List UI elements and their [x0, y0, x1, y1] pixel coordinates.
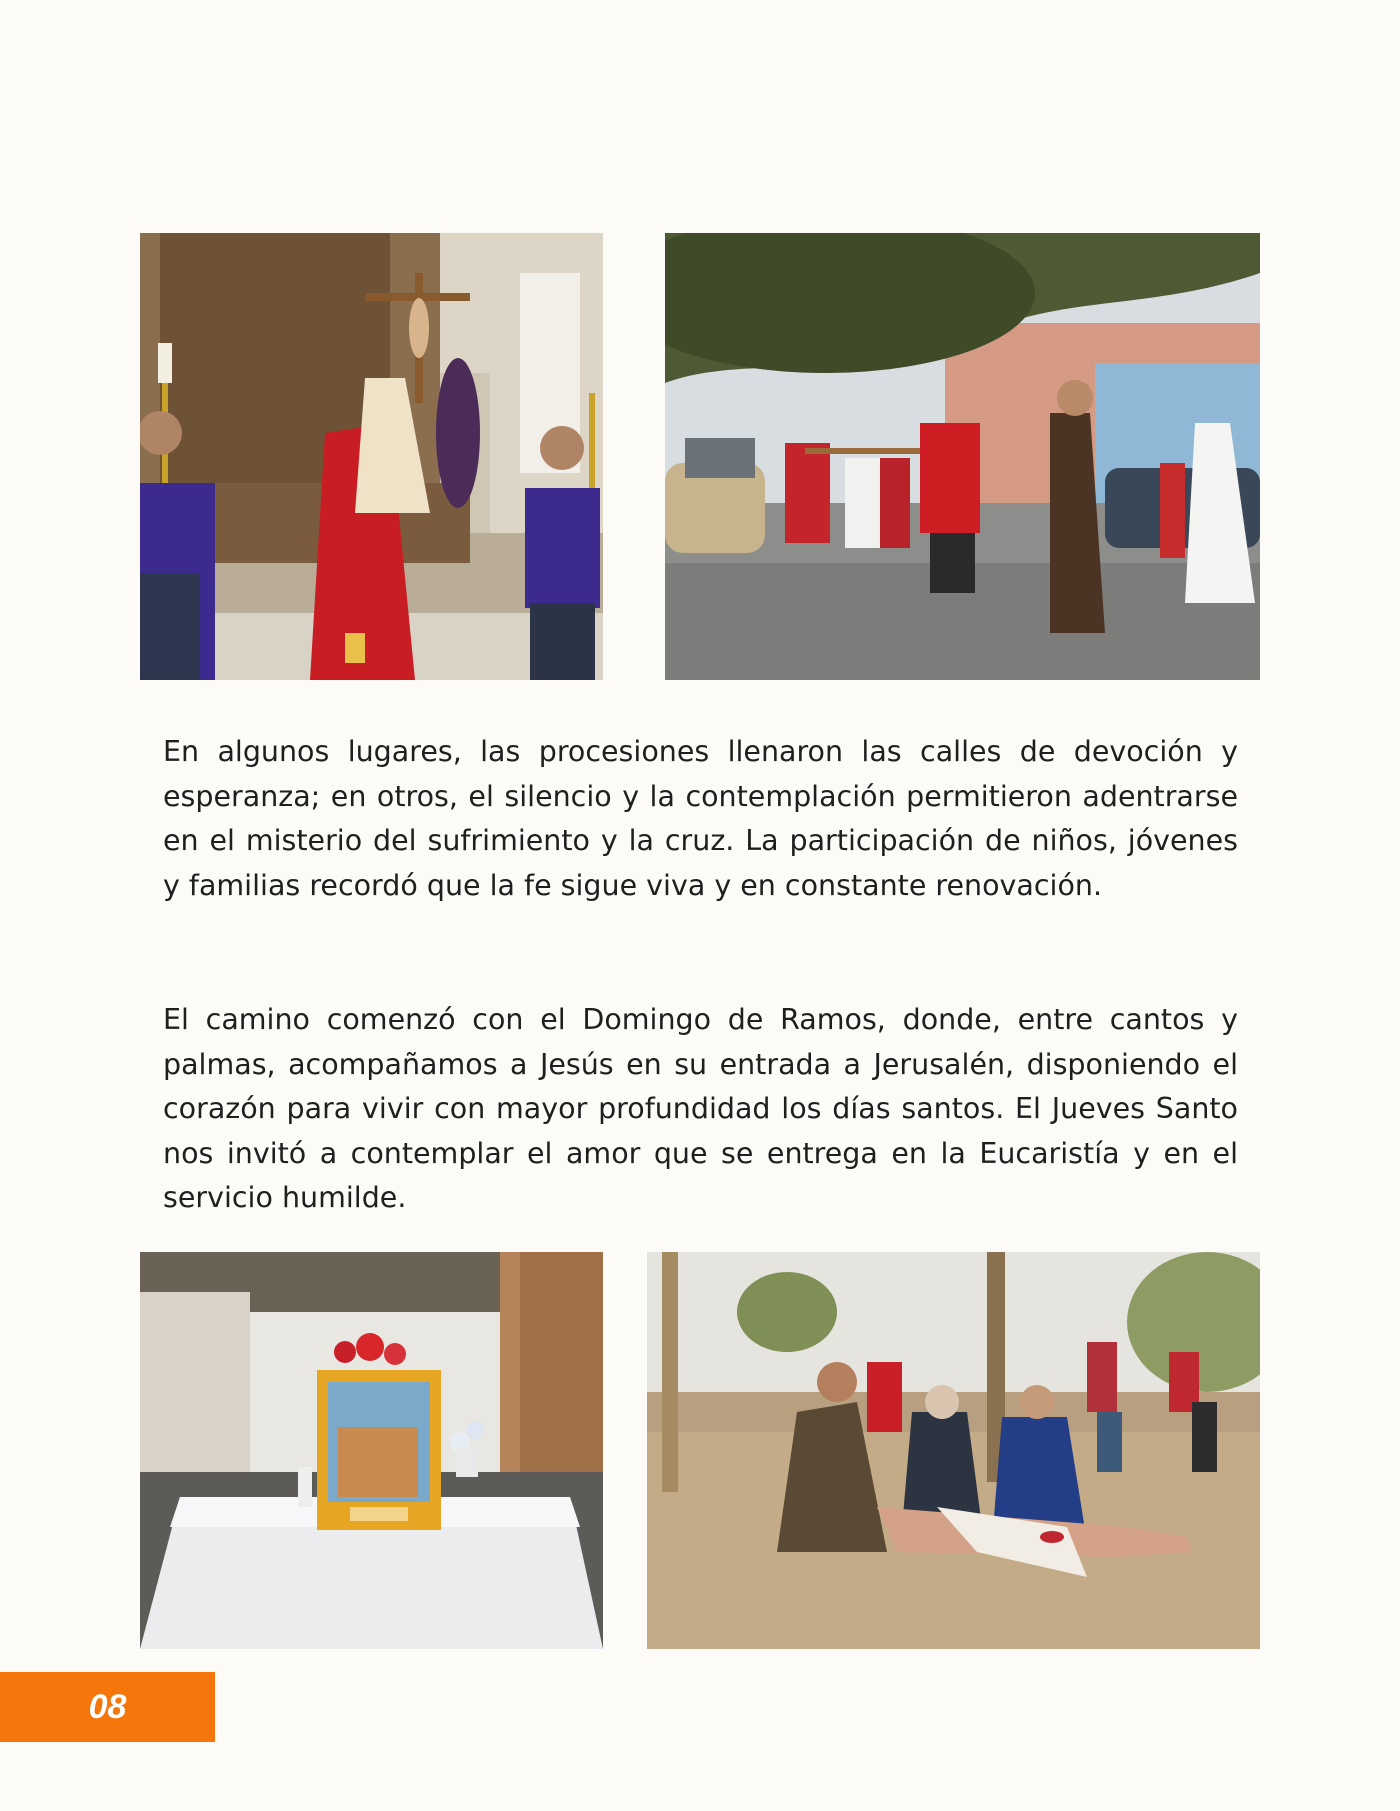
- photo-street-via-crucis: [665, 233, 1260, 680]
- page-number: 08: [88, 1688, 127, 1726]
- body-paragraph-2: El camino comenzó con el Domingo de Ramos, donde, entre cantos y palmas, acompañamos a Jesús en su entrada a Jerusalén, disponiendo el corazón para vivir con mayor profundidad los días santos. El Jueves Santo nos invitó a contemplar el amor que se entrega en la Eucaristía y en el servicio humilde.: [163, 1003, 1238, 1214]
- photo-station-altar: [140, 1252, 603, 1649]
- photo-crucifixion-reenactment: [647, 1252, 1260, 1649]
- body-paragraph-1: En algunos lugares, las procesiones llenaron las calles de devoción y esperanza; en otros, el silencio y la contemplación permitieron adentrarse en el misterio del sufrimiento y la cruz. La participación de niños, jóvenes y familias recordó que la fe sigue viva y en constante renovación.: [163, 735, 1238, 902]
- photo-altar-procession: [140, 233, 603, 680]
- page-number-badge: [0, 1672, 215, 1742]
